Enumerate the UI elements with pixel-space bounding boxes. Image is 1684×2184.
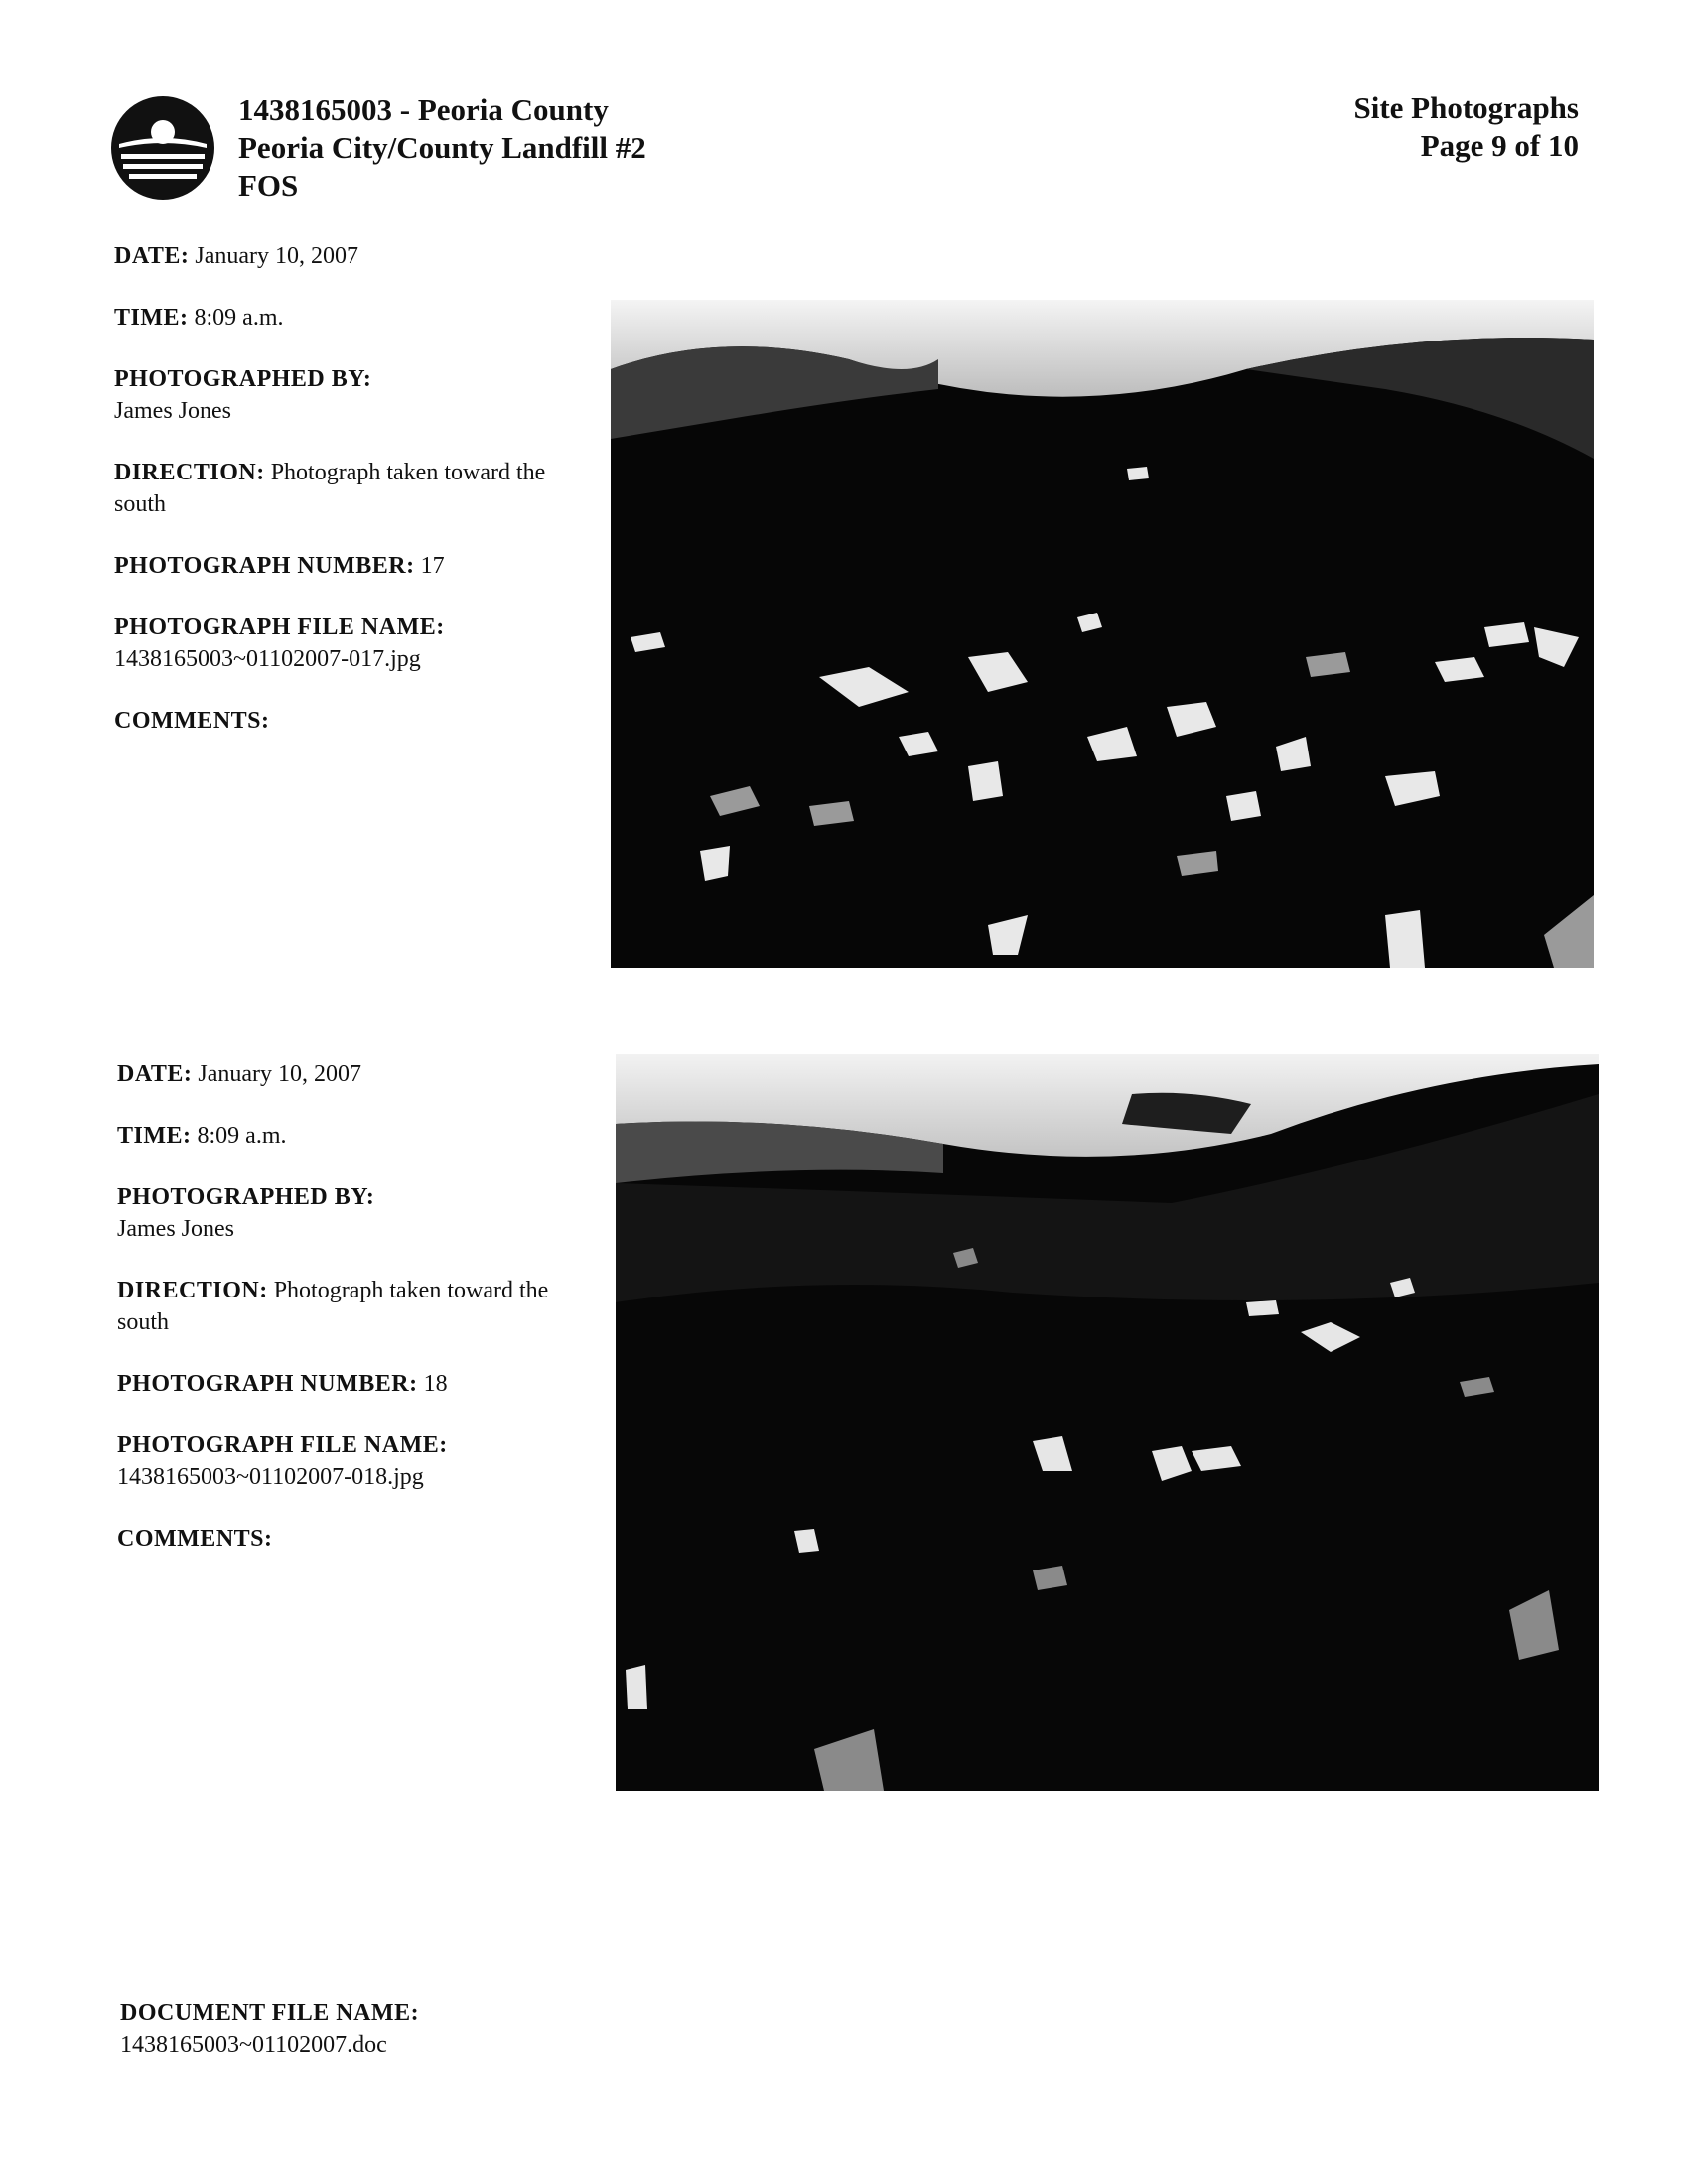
photo-file-field — [114, 612, 591, 675]
direction-field — [114, 457, 591, 520]
direction-value: Photograph taken toward the south — [117, 1278, 549, 1335]
comments-field — [114, 705, 591, 737]
direction-value: Photograph taken toward the south — [114, 460, 546, 517]
direction-label: DIRECTION: — [117, 1278, 268, 1303]
document-file-name — [120, 1997, 419, 2061]
photo-number-field — [117, 1368, 594, 1400]
document-header-section — [1354, 89, 1580, 165]
date-value: January 10, 2007 — [195, 243, 359, 269]
photographer-label: PHOTOGRAPHED BY: — [117, 1184, 375, 1210]
header-page-number: Page 9 of 10 — [1420, 128, 1579, 163]
photo-number-field — [114, 550, 591, 582]
photographer-field — [117, 1181, 594, 1245]
header-section-title: Site Photographs — [1353, 90, 1579, 125]
time-field — [114, 302, 591, 334]
photographer-value: James Jones — [114, 398, 231, 424]
direction-field — [117, 1275, 594, 1338]
date-field — [117, 1058, 594, 1090]
photo-number-value: 18 — [423, 1371, 448, 1397]
photo-number-value: 17 — [420, 553, 445, 579]
header-title-line2: Peoria City/County Landfill #2 — [238, 130, 646, 165]
photo-file-value: 1438165003~01102007-017.jpg — [114, 646, 421, 672]
photographer-label: PHOTOGRAPHED BY: — [114, 366, 372, 392]
date-label: DATE: — [114, 243, 190, 269]
direction-label: DIRECTION: — [114, 460, 265, 485]
time-label: TIME: — [114, 305, 189, 331]
photographer-field — [114, 363, 591, 427]
photo-file-field — [117, 1430, 594, 1493]
document-file-label: DOCUMENT FILE NAME: — [120, 2000, 420, 2026]
time-label: TIME: — [117, 1123, 192, 1149]
document-header-title — [238, 91, 646, 205]
photo-record-18 — [117, 1058, 594, 1584]
agency-seal-icon — [109, 94, 216, 202]
header-title-line3: FOS — [238, 168, 299, 203]
site-photograph-18 — [616, 1054, 1599, 1791]
header-title-line1: 1438165003 - Peoria County — [238, 92, 609, 127]
photo-number-label: PHOTOGRAPH NUMBER: — [117, 1371, 418, 1397]
date-label: DATE: — [117, 1061, 193, 1087]
time-value: 8:09 a.m. — [194, 305, 284, 331]
date-value: January 10, 2007 — [198, 1061, 362, 1087]
site-photograph-17 — [611, 300, 1594, 968]
comments-label: COMMENTS: — [114, 708, 270, 734]
photo-number-label: PHOTOGRAPH NUMBER: — [114, 553, 415, 579]
date-field — [114, 240, 591, 272]
comments-field — [117, 1523, 594, 1555]
photo-file-value: 1438165003~01102007-018.jpg — [117, 1464, 424, 1490]
time-value: 8:09 a.m. — [197, 1123, 287, 1149]
time-field — [117, 1120, 594, 1152]
photo-record-17 — [114, 240, 591, 766]
document-file-value: 1438165003~01102007.doc — [120, 2032, 387, 2058]
photographer-value: James Jones — [117, 1216, 234, 1242]
photo-file-label: PHOTOGRAPH FILE NAME: — [114, 614, 445, 640]
comments-label: COMMENTS: — [117, 1526, 273, 1552]
photo-file-label: PHOTOGRAPH FILE NAME: — [117, 1433, 448, 1458]
